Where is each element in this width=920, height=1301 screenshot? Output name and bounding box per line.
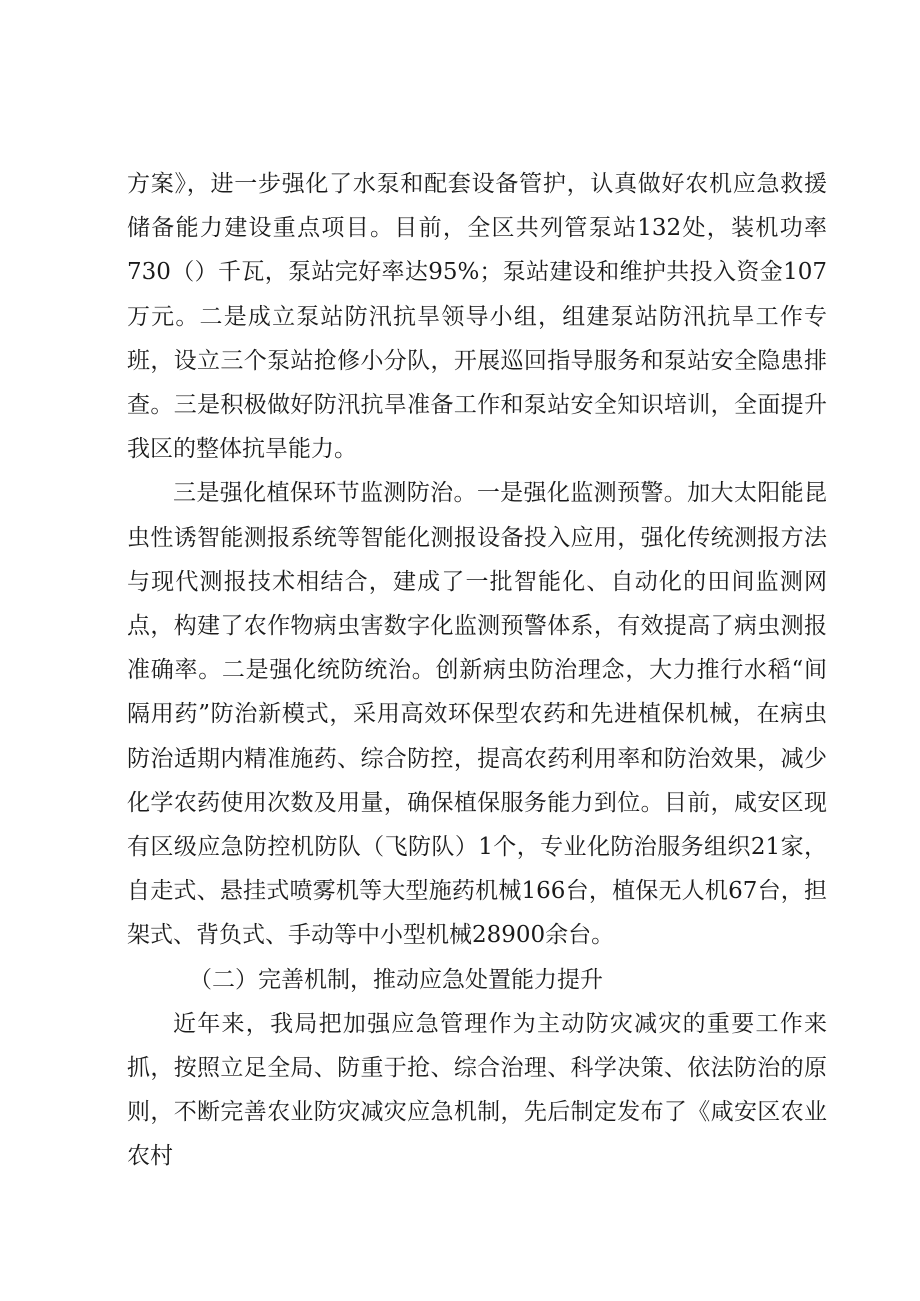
- document-body: [127, 162, 827, 1179]
- paragraph-emergency-mechanism: 近年来，我局把加强应急管理作为主动防灾减灾的重要工作来抓，按照立足全局、防重于抢、综合治理、科学决策、依法防治的原则，不断完善农业防灾减灾应急机制，先后制定发布了《咸安区农业农村: [127, 1010, 827, 1170]
- section-heading: （二）完善机制，推动应急处置能力提升: [189, 966, 603, 993]
- paragraph-plant-protection: 三是强化植保环节监测防治。一是强化监测预警。加大太阳能昆虫性诱智能测报系统等智能化测报设备投入应用，强化传统测报方法与现代测报技术相结合，建成了一批智能化、自动化的田间监测网点，构建了农作物病虫害数字化监测预警体系，有效提高了病虫测报准确率。二是强化统防统治。创新病虫防治理念，大力推行水稻“间隔用药”防治新模式，采用高效环保型农药和先进植保机械，在病虫防治适期内精准施药、综合防控，提高农药利用率和防治效果，减少化学农药使用次数及用量，确保植保服务能力到位。目前，咸安区现有区级应急防控机防队（飞防队）1个，专业化防治服务组织21家，自走式、悬挂式喷雾机等大型施药机械166台，植保无人机67台，担架式、背负式、手动等中小型机械28900余台。: [127, 480, 827, 949]
- paragraph-pump-station: 方案》，进一步强化了水泵和配套设备管护，认真做好农机应急救援储备能力建设重点项目。目前，全区共列管泵站132处，装机功率730（）千瓦，泵站完好率达95%；泵站建设和维护共投入资金107万元。二是成立泵站防汛抗旱领导小组，组建泵站防汛抗旱工作专班，设立三个泵站抢修小分队，开展巡回指导服务和泵站安全隐患排查。三是积极做好防汛抗旱准备工作和泵站安全知识培训，全面提升我区的整体抗旱能力。: [127, 171, 827, 463]
